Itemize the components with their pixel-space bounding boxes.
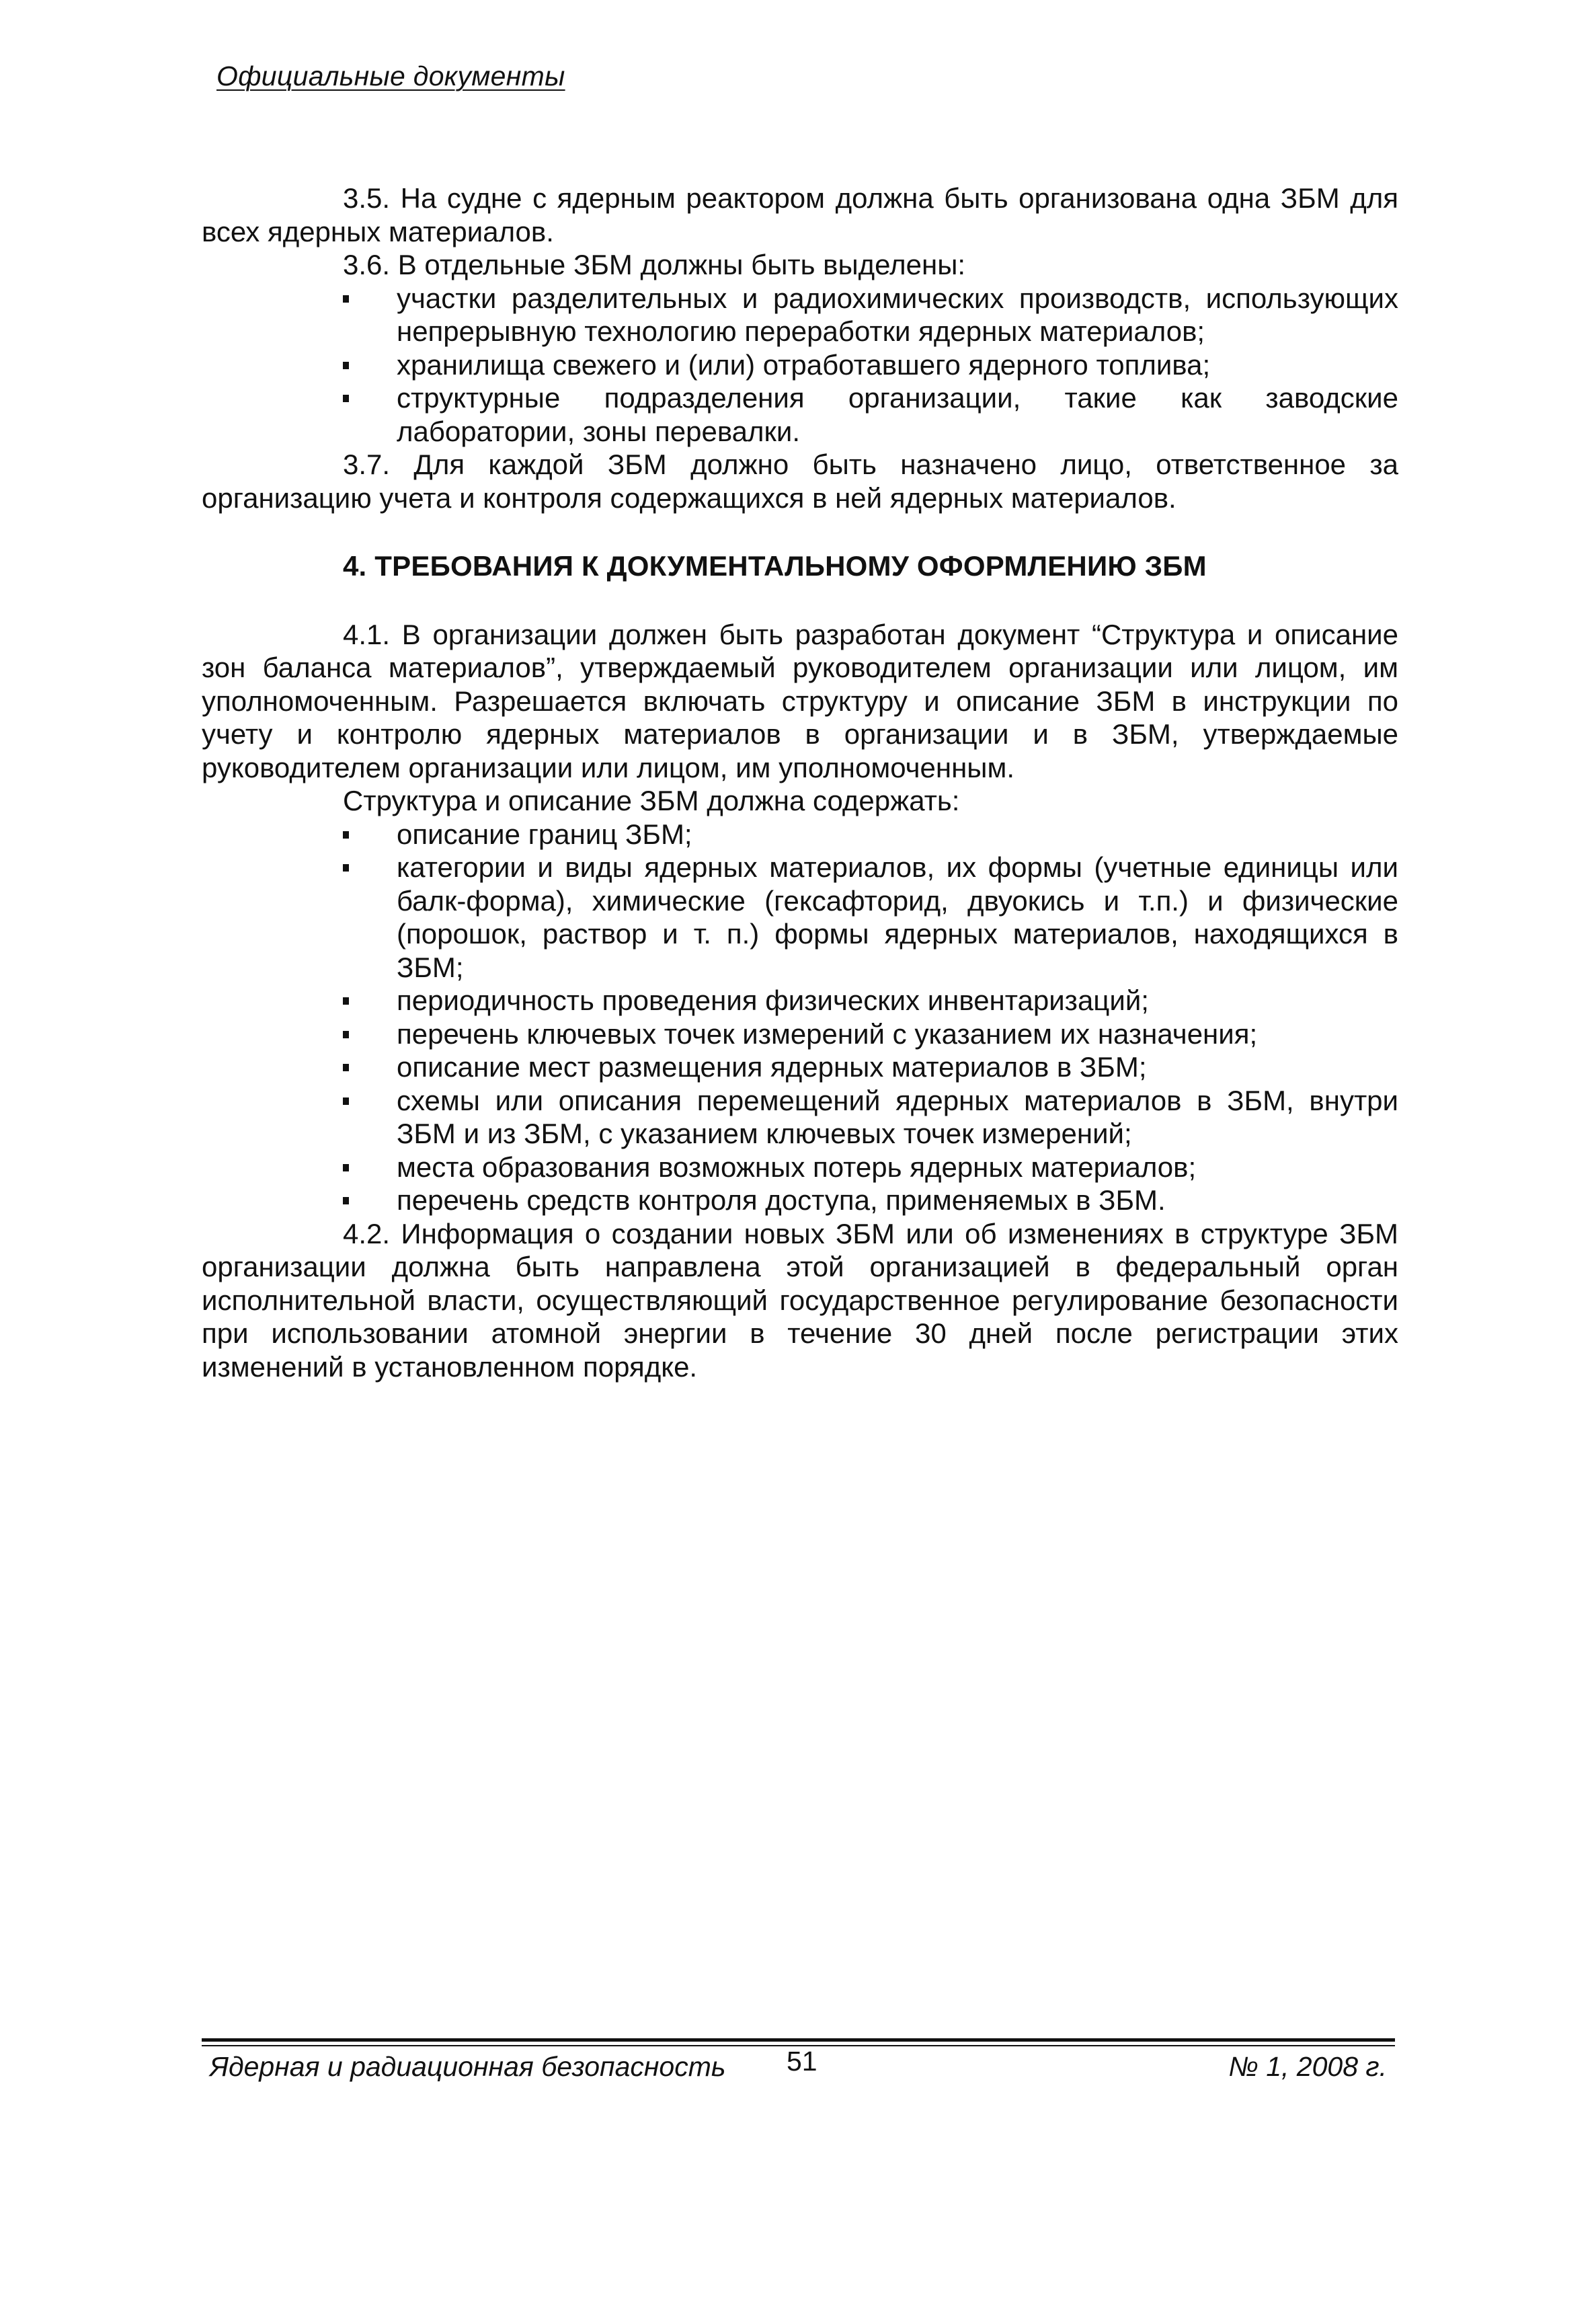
footer-issue: № 1, 2008 г. [1228,2051,1387,2082]
list-item: категории и виды ядерных материалов, их формы (учетные единицы или балк-форма), химические (гексафторид, двуокись и т.п.) и физические (порошок, раствор и т. п.) формы ядерных материалов, находящихся в ЗБМ; [397,851,1398,983]
page-footer [202,2046,1395,2091]
list-item: схемы или описания перемещений ядерных материалов в ЗБМ, внутри ЗБМ и из ЗБМ, с указанием ключевых точек измерений; [397,1084,1398,1149]
list-item: описание мест размещения ядерных материалов в ЗБМ; [397,1050,1398,1084]
paragraph-3-5: 3.5. На судне с ядерным реактором должна быть организована одна ЗБМ для всех ядерных материалов. [202,182,1398,247]
paragraph-3-7: 3.7. Для каждой ЗБМ должно быть назначено лицо, ответственное за организацию учета и контроля содержащихся в ней ядерных материалов. [202,449,1398,514]
footer-journal-title: Ядерная и радиационная безопасность [210,2051,726,2082]
section-4-heading: 4. ТРЕБОВАНИЯ К ДОКУМЕНТАЛЬНОМУ ОФОРМЛЕНИЮ ЗБМ [343,550,1207,582]
paragraph-4-1: 4.1. В организации должен быть разработан документ “Структура и описание зон баланса материалов”, утверждаемый руководителем организации или лицом, им уполномоченным. Разрешается включать структуру и описание ЗБМ в инструкции по учету и контролю ядерных материалов в организации и в ЗБМ, утверждаемые руководителем организации или лицом, им уполномоченным. [202,618,1398,783]
running-header: Официальные документы [216,61,565,91]
document-body [202,182,1398,1383]
list-item: перечень средств контроля доступа, применяемых в ЗБМ. [397,1184,1398,1217]
footer-rule-thick [202,2038,1395,2042]
list-item: перечень ключевых точек измерений с указанием их назначения; [397,1017,1398,1051]
list-item: периодичность проведения физических инвентаризаций; [397,984,1398,1017]
list-item: участки разделительных и радиохимических производств, использующих непрерывную технологию переработки ядерных материалов; [397,282,1398,347]
list-item: описание границ ЗБМ; [397,818,1398,851]
list-item: хранилища свежего и (или) отработавшего ядерного топлива; [397,348,1398,382]
paragraph-4-2: 4.2. Информация о создании новых ЗБМ или об изменениях в структуре ЗБМ организации должна быть направлена этой организацией в федеральный орган исполнительной власти, осуществляющий государственное регулирование безопасности при использовании атомной энергии в течение 30 дней после регистрации этих изменений в установленном порядке. [202,1217,1398,1383]
bullet-list-4-1 [202,818,1398,1217]
list-item: места образования возможных потерь ядерных материалов; [397,1151,1398,1184]
list-item: структурные подразделения организации, такие как заводские лаборатории, зоны перевалки. [397,382,1398,447]
paragraph-4-1-lead: Структура и описание ЗБМ должна содержать: [343,785,960,816]
bullet-list-3-6 [202,282,1398,449]
page-number: 51 [787,2046,817,2077]
paragraph-3-6: 3.6. В отдельные ЗБМ должны быть выделены: [343,249,966,280]
